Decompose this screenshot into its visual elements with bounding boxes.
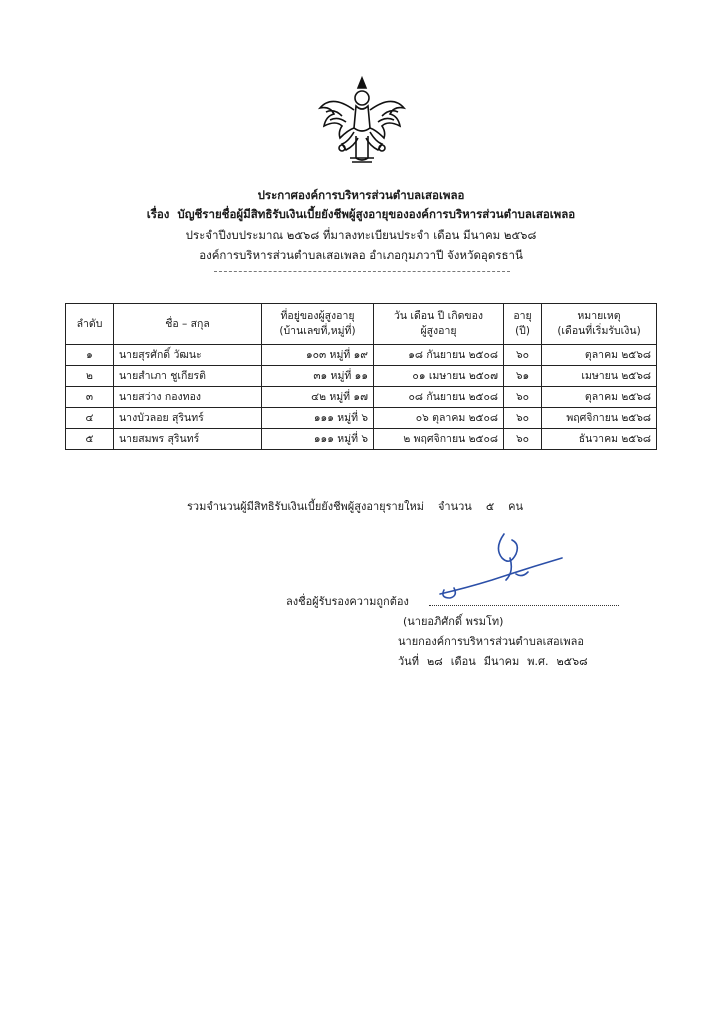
date-day: ๒๘ (426, 655, 443, 668)
header-note: หมายเหตุ (เดือนที่เริ่มรับเงิน) (542, 304, 657, 345)
subject-text: บัญชีรายชื่อผู้มีสิทธิรับเงินเบี้ยยังชีพผู้สูงอายุขององค์การบริหารส่วนตำบลเสอเพลอ (177, 207, 576, 221)
cell-note: เมษายน ๒๕๖๘ (542, 366, 657, 387)
header-age: อายุ (ปี) (504, 304, 542, 345)
table-header-row (66, 304, 657, 345)
cell-dob: ๐๑ เมษายน ๒๕๐๗ (374, 366, 504, 387)
table-row (66, 408, 657, 429)
cell-dob: ๒ พฤศจิกายน ๒๕๐๘ (374, 429, 504, 450)
sign-date (398, 652, 596, 670)
fiscal-year-line: ประจำปีงบประมาณ ๒๕๖๘ ที่มาลงทะเบียนประจำ เดือน มีนาคม ๒๕๖๘ (185, 228, 537, 242)
handwritten-signature (436, 528, 566, 608)
date-year-label: พ.ศ. (527, 655, 549, 668)
cell-age: ๖๐ (504, 387, 542, 408)
cell-age: ๖๐ (504, 408, 542, 429)
cell-age: ๖๐ (504, 345, 542, 366)
header-no: ลำดับ (66, 304, 114, 345)
date-month: มีนาคม (483, 655, 520, 668)
subject-line (0, 205, 722, 224)
cell-no: ๕ (66, 429, 114, 450)
cell-address: ๓๑ หมู่ที่ ๑๑ (262, 366, 374, 387)
cell-name: นายสำเภา ชูเกียรติ (114, 366, 262, 387)
header-divider (214, 271, 510, 272)
cell-no: ๑ (66, 345, 114, 366)
table-row (66, 345, 657, 366)
date-month-label: เดือน (450, 655, 476, 668)
cell-address: ๑๑๑ หมู่ที่ ๖ (262, 429, 374, 450)
cell-dob: ๐๖ ตุลาคม ๒๕๐๘ (374, 408, 504, 429)
cell-note: ตุลาคม ๒๕๖๘ (542, 387, 657, 408)
summary-count: ๕ (485, 500, 495, 513)
cell-address: ๑๑๑ หมู่ที่ ๖ (262, 408, 374, 429)
cell-name: นายสมพร สุรินทร์ (114, 429, 262, 450)
cell-age: ๖๑ (504, 366, 542, 387)
date-year: ๒๕๖๘ (556, 655, 588, 668)
summary-line (187, 497, 537, 515)
organization-line: องค์การบริหารส่วนตำบลเสอเพลอ อำเภอกุมภวาปี จังหวัดอุดรธานี (199, 248, 523, 262)
table-row (66, 429, 657, 450)
beneficiary-table (65, 303, 657, 450)
cell-no: ๓ (66, 387, 114, 408)
certify-label: ลงชื่อผู้รับรองความถูกต้อง (286, 595, 409, 608)
header-address: ที่อยู่ของผู้สูงอายุ (บ้านเลขที่,หมู่ที่) (262, 304, 374, 345)
cell-name: นายสว่าง กองทอง (114, 387, 262, 408)
garuda-emblem-icon (312, 72, 412, 172)
cell-name: นายสุรศักดิ์ วัฒนะ (114, 345, 262, 366)
summary-text: รวมจำนวนผู้มีสิทธิรับเงินเบี้ยยังชีพผู้สูงอายุรายใหม่ (187, 500, 424, 513)
announcement-title: ประกาศองค์การบริหารส่วนตำบลเสอเพลอ (257, 188, 465, 202)
summary-count-label: จำนวน (437, 500, 472, 513)
signer-position: นายกองค์การบริหารส่วนตำบลเสอเพลอ (398, 635, 585, 648)
date-day-label: วันที่ (398, 655, 419, 668)
cell-dob: ๐๘ กันยายน ๒๕๐๘ (374, 387, 504, 408)
cell-note: พฤศจิกายน ๒๕๖๘ (542, 408, 657, 429)
cell-name: นางบัวลอย สุรินทร์ (114, 408, 262, 429)
table-row (66, 366, 657, 387)
summary-unit: คน (508, 500, 524, 513)
signature-dotted-line (429, 605, 619, 606)
table-row (66, 387, 657, 408)
cell-note: ตุลาคม ๒๕๖๘ (542, 345, 657, 366)
cell-address: ๔๒ หมู่ที่ ๑๗ (262, 387, 374, 408)
subject-label: เรื่อง (146, 207, 170, 221)
cell-address: ๑๐๓ หมู่ที่ ๑๙ (262, 345, 374, 366)
cell-note: ธันวาคม ๒๕๖๘ (542, 429, 657, 450)
header-dob: วัน เดือน ปี เกิดของ ผู้สูงอายุ (374, 304, 504, 345)
header-name: ชื่อ – สกุล (114, 304, 262, 345)
cell-no: ๒ (66, 366, 114, 387)
signer-name: (นายอภิศักดิ์ พรมโท) (403, 615, 504, 628)
cell-dob: ๑๘ กันยายน ๒๕๐๘ (374, 345, 504, 366)
cell-age: ๖๐ (504, 429, 542, 450)
cell-no: ๔ (66, 408, 114, 429)
